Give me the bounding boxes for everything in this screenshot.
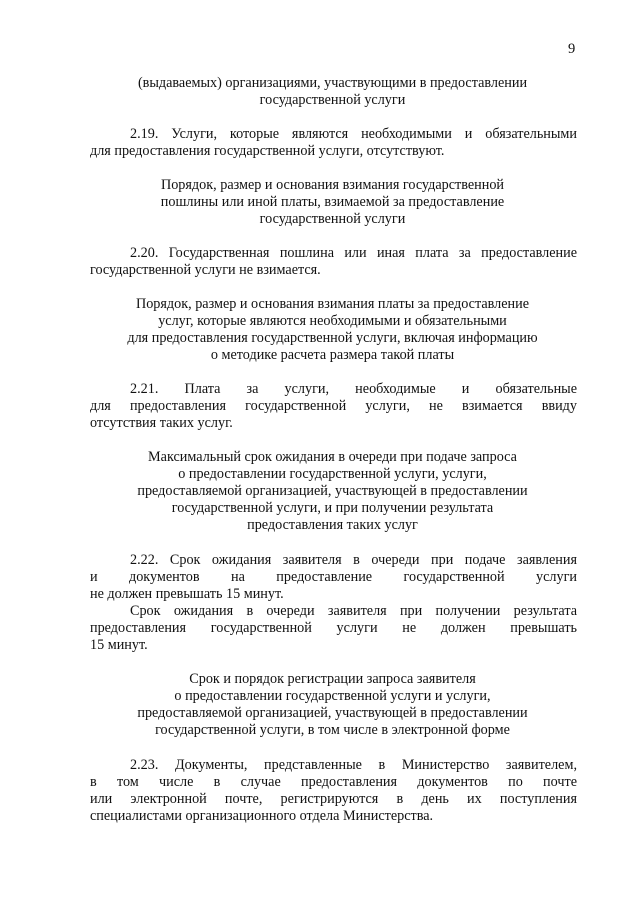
- heading-line: Порядок, размер и основания взимания государственной: [160, 177, 505, 193]
- section-heading-documents-issued: [60, 75, 605, 109]
- heading-line: Срок и порядок регистрации запроса заявителя: [189, 671, 476, 687]
- heading-line: Порядок, размер и основания взимания платы за предоставление: [135, 296, 530, 312]
- heading-line: предоставления таких услуг: [247, 517, 418, 533]
- paragraph-line: отсутствия таких услуг.: [90, 415, 233, 431]
- paragraph-line: предоставления государственной услуги не должен превышать: [90, 620, 577, 636]
- heading-line: услуг, которые являются необходимыми и обязательными: [158, 313, 507, 329]
- paragraph-line: в том числе в случае предоставления документов по почте: [90, 774, 577, 790]
- paragraph-line: 2.19. Услуги, которые являются необходимыми и обязательными: [130, 126, 577, 142]
- paragraph-2-22: [90, 552, 577, 603]
- paragraph-line: и документов на предоставление государственной услуги: [90, 569, 577, 585]
- paragraph-line: для предоставления государственной услуги, не взимается ввиду: [90, 398, 577, 414]
- page-number: 9: [568, 41, 576, 57]
- paragraph-line: государственной услуги не взимается.: [90, 262, 321, 278]
- section-heading-registration: [60, 671, 605, 739]
- paragraph-line: Срок ожидания в очереди заявителя при получении результата: [130, 603, 577, 619]
- section-heading-waiting-time: [60, 449, 605, 534]
- paragraph-2-20: [90, 245, 577, 279]
- paragraph-2-23: [90, 757, 577, 825]
- heading-line: о предоставлении государственной услуги и услуги,: [174, 688, 491, 704]
- paragraph-line: 2.22. Срок ожидания заявителя в очереди при подаче заявления: [130, 552, 577, 568]
- heading-line: пошлины или иной платы, взимаемой за предоставление: [160, 194, 505, 210]
- heading-line: государственной услуги, в том числе в электронной форме: [155, 722, 510, 738]
- paragraph-line: 2.23. Документы, представленные в Министерство заявителем,: [130, 757, 577, 773]
- section-heading-state-fee: [60, 177, 605, 228]
- heading-line: о методике расчета размера такой платы: [210, 347, 455, 363]
- paragraph-line: для предоставления государственной услуги, отсутствуют.: [90, 143, 445, 159]
- heading-line: предоставляемой организацией, участвующей в предоставлении: [137, 483, 528, 499]
- paragraph-line: или электронной почте, регистрируются в день их поступления: [90, 791, 577, 807]
- section-heading-service-fee: [60, 296, 605, 364]
- heading-line: для предоставления государственной услуги, включая информацию: [127, 330, 538, 346]
- heading-line: предоставляемой организацией, участвующей в предоставлении: [137, 705, 528, 721]
- paragraph-2-21: [90, 381, 577, 432]
- paragraph-line: 15 минут.: [90, 637, 148, 653]
- paragraph-line: не должен превышать 15 минут.: [90, 586, 284, 602]
- heading-line: Максимальный срок ожидания в очереди при подаче запроса: [148, 449, 517, 465]
- heading-line: о предоставлении государственной услуги, услуги,: [178, 466, 487, 482]
- heading-line: государственной услуги, и при получении результата: [171, 500, 494, 516]
- paragraph-line: специалистами организационного отдела Министерства.: [90, 808, 434, 824]
- paragraph-2-22-continued: [90, 603, 577, 654]
- heading-line: государственной услуги: [259, 92, 406, 108]
- paragraph-line: 2.21. Плата за услуги, необходимые и обязательные: [130, 381, 577, 397]
- heading-line: государственной услуги: [259, 211, 406, 227]
- paragraph-2-19: [90, 126, 577, 160]
- heading-line: (выдаваемых) организациями, участвующими в предоставлении: [137, 75, 528, 91]
- paragraph-line: 2.20. Государственная пошлина или иная плата за предоставление: [130, 245, 577, 261]
